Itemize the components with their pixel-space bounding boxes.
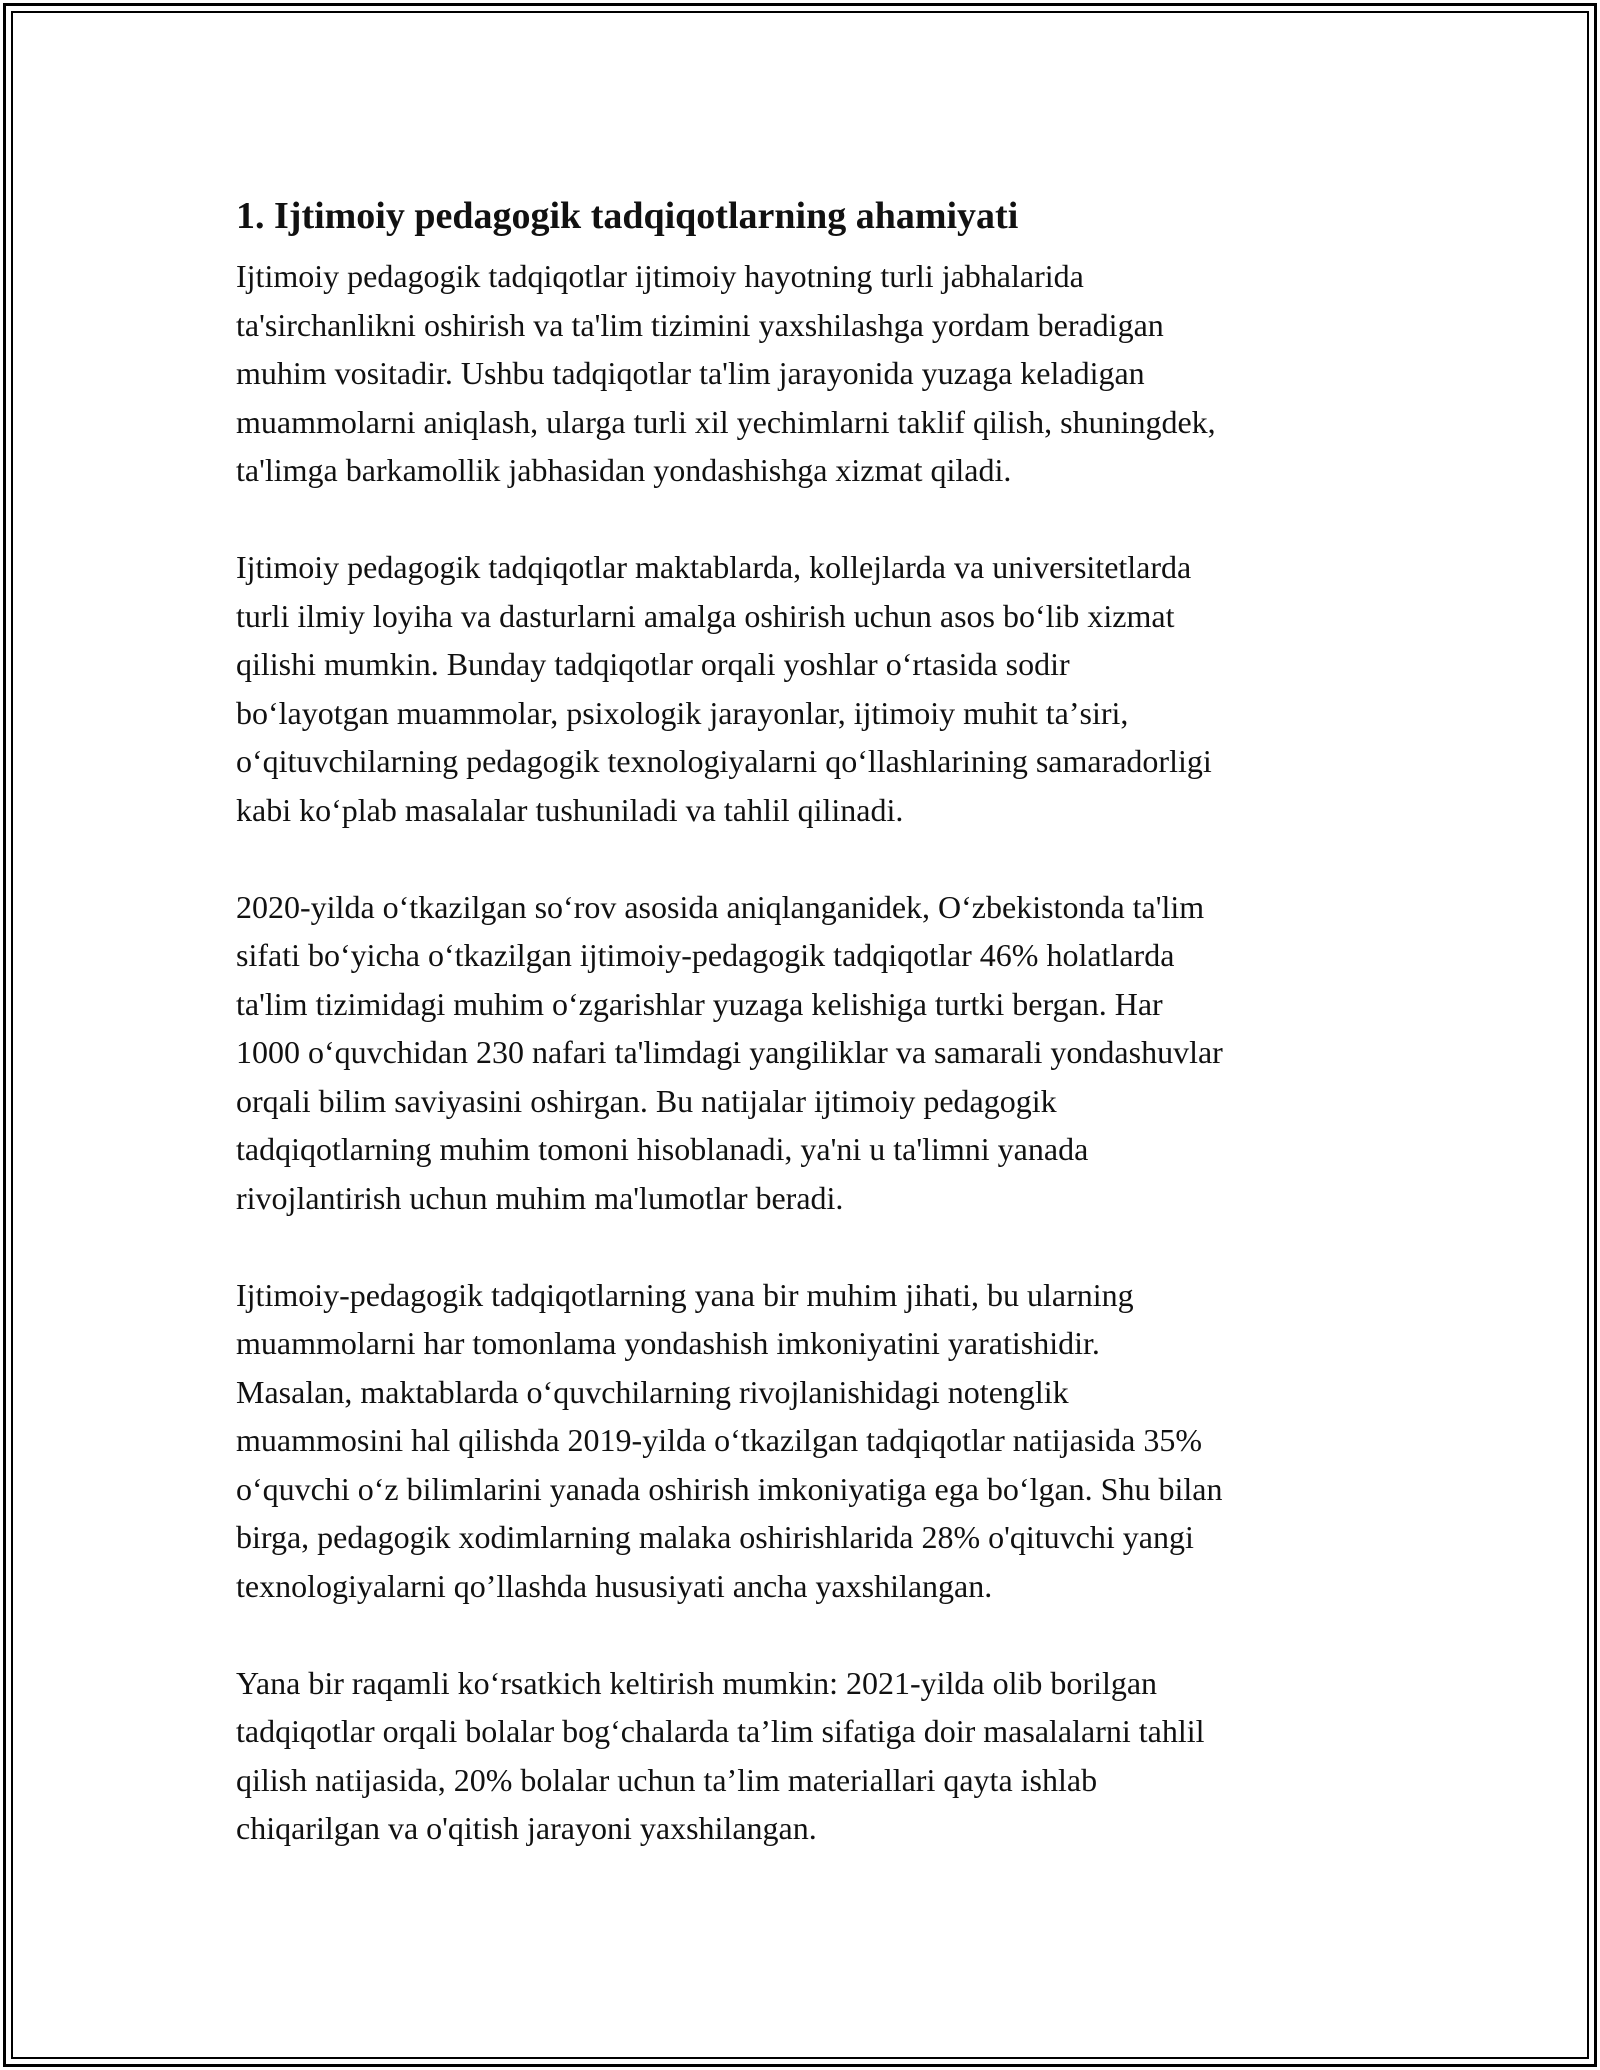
text-line: rivojlantirish uchun muhim ma'lumotlar beradi. [236, 1179, 844, 1216]
text-line: kabi koʻplab masalalar tushuniladi va tahlil qilinadi. [236, 791, 904, 828]
text-line: texnologiyalarni qo’llashda hususiyati ancha yaxshilangan. [236, 1567, 993, 1604]
text-line: chiqarilgan va o'qitish jarayoni yaxshilangan. [236, 1810, 817, 1846]
text-line: 1000 oʻquvchidan 230 nafari ta'limdagi yangiliklar va samarali yondashuvlar [236, 1034, 1223, 1070]
text-line: ta'sirchanlikni oshirish va ta'lim tizimini yaxshilashga yordam beradigan [236, 306, 1164, 343]
text-line: turli ilmiy loyiha va dasturlarni amalga oshirish uchun asos boʻlib xizmat [236, 597, 1175, 634]
text-line: sifati boʻyicha oʻtkazilgan ijtimoiy-pedagogik tadqiqotlar 46% holatlarda [236, 937, 1175, 973]
text-line: Masalan, maktablarda oʻquvchilarning rivojlanishidagi notenglik [236, 1373, 1069, 1410]
text-line: 2020-yilda oʻtkazilgan soʻrov asosida aniqlanganidek, Oʻzbekistonda ta'lim [236, 888, 1205, 925]
text-line: Yana bir raqamli koʻrsatkich keltirish mumkin: 2021-yilda olib borilgan [236, 1664, 1158, 1701]
text-line: oʻqituvchilarning pedagogik texnologiyalarni qoʻllashlarining samaradorligi [236, 743, 1212, 779]
text-line: birga, pedagogik xodimlarning malaka oshirishlarida 28% o'qituvchi yangi [236, 1519, 1194, 1555]
text-line: qilishi mumkin. Bunday tadqiqotlar orqali yoshlar oʻrtasida sodir [236, 646, 1070, 682]
section-title: 1. Ijtimoiy pedagogik tadqiqotlarning ahamiyati [236, 195, 1019, 237]
text-line: boʻlayotgan muammolar, psixologik jarayonlar, ijtimoiy muhit taʼsiri, [236, 694, 1129, 731]
text-line: muammolarni aniqlash, ularga turli xil yechimlarni taklif qilish, shuningdek, [236, 403, 1216, 440]
paragraph-5 [236, 1659, 1376, 1853]
text-line: ta'limga barkamollik jabhasidan yondashishga xizmat qiladi. [236, 452, 1012, 488]
text-line: muammosini hal qilishda 2019-yilda oʻtkazilgan tadqiqotlar natijasida 35% [236, 1422, 1203, 1458]
text-line: orqali bilim saviyasini oshirgan. Bu natijalar ijtimoiy pedagogik [236, 1082, 1057, 1119]
text-line: muammolarni har tomonlama yondashish imkoniyatini yaratishidir. [236, 1325, 1100, 1361]
paragraph-2 [236, 543, 1376, 834]
text-line: muhim vositadir. Ushbu tadqiqotlar ta'lim jarayonida yuzaga keladigan [236, 355, 1145, 391]
paragraph-3 [236, 883, 1376, 1223]
text-line: Ijtimoiy pedagogik tadqiqotlar maktablarda, kollejlarda va universitetlarda [236, 549, 1192, 585]
text-line: Ijtimoiy-pedagogik tadqiqotlarning yana bir muhim jihati, bu ularning [236, 1276, 1134, 1313]
text-line: tadqiqotlarning muhim tomoni hisoblanadi, ya'ni u ta'limni yanada [236, 1131, 1089, 1167]
text-line: tadqiqotlar orqali bolalar bogʻchalarda ta’lim sifatiga doir masalalarni tahlil [236, 1713, 1205, 1749]
text-line: qilish natijasida, 20% bolalar uchun ta’lim materiallari qayta ishlab [236, 1761, 1098, 1798]
text-line: oʻquvchi oʻz bilimlarini yanada oshirish imkoniyatiga ega boʻlgan. Shu bilan [236, 1470, 1223, 1507]
text-line: Ijtimoiy pedagogik tadqiqotlar ijtimoiy hayotning turli jabhalarida [236, 258, 1084, 294]
document-body [236, 186, 1376, 1901]
text-line: ta'lim tizimidagi muhim oʻzgarishlar yuzaga kelishiga turtki bergan. Har [236, 985, 1163, 1022]
paragraph-1 [236, 252, 1376, 495]
paragraph-4 [236, 1271, 1376, 1611]
